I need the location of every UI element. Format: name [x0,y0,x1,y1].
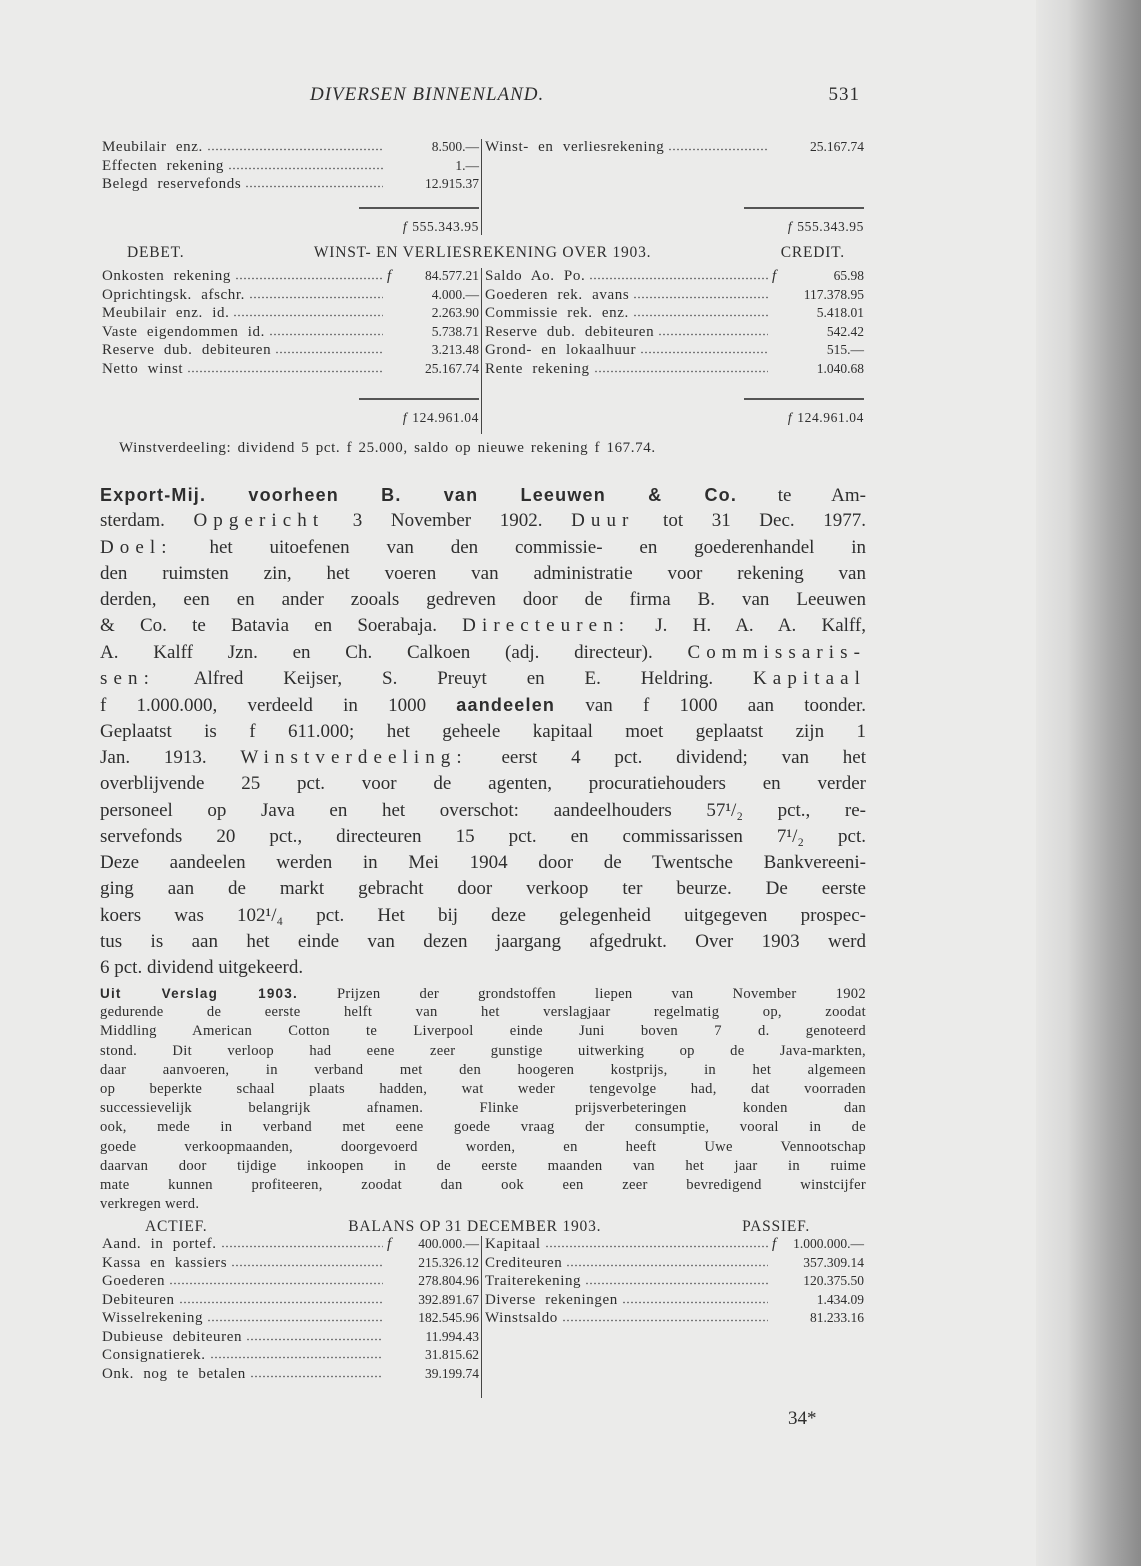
row-amount: 278.804.96 [418,1273,479,1288]
table-row [485,1255,864,1274]
row-label: Oprichtingsk. afschr. [102,286,245,303]
text-line [100,561,866,587]
text-segment: tus is aan het einde van dezen jaargang afgedrukt. Over 1903 werd [100,931,866,953]
dot-leader [169,1275,383,1285]
actief-column [102,1236,479,1384]
text-segment: Deze aandeelen werden in Mei 1904 door de Twentsche Bankvereeni- [100,852,866,874]
text-line [100,903,866,929]
row-amount: 117.378.95 [803,286,864,302]
table-row [485,1292,864,1311]
row-amount: 515.— [826,342,864,357]
currency-symbol: f [772,1236,777,1252]
total-right [744,207,864,235]
dot-leader [179,1294,383,1304]
text-segment: mate kunnen profiteeren, zoodat dan ook een zeer bevredigend winstcijfer [100,1176,866,1193]
text-line [100,1080,866,1099]
text-segment: daarvan door tijdige inkoopen in de eerste maanden van het jaar in ruime [100,1157,866,1174]
row-amount: 25.167.74 [425,360,479,376]
table-row [102,305,479,324]
dot-leader [594,363,768,373]
text-segment: Geplaatst is f 611.000; het geheele kapitaal moet geplaatst zijn 1 [100,720,866,742]
text-segment: J. H. A. A. Kalff, [630,615,866,637]
row-amount: 81.233.16 [810,1310,864,1325]
text-segment: den ruimsten zin, het voeren van administratie voor rekening van [100,562,866,584]
row-label: Winstsaldo [485,1310,558,1326]
row-amount: 120.375.50 [803,1273,864,1288]
actief-label: ACTIEF. [145,1218,208,1235]
total-left [359,398,479,426]
row-label: Meubilair enz. [102,139,203,155]
dot-leader [221,1238,383,1248]
table-row [102,139,479,158]
table-row [102,324,479,343]
dot-leader [245,178,383,188]
text-segment: successievelijk belangrijk afnamen. Flinke prijsverbeteringen konden dan [100,1100,866,1117]
row-label: Dubieuse debiteuren [102,1328,243,1345]
spaced-keyword: Winstverdeeling: [240,746,468,768]
column-divider [481,268,482,434]
row-amount: 1.434.09 [816,1291,864,1307]
table-row [102,1236,479,1255]
row-label: Rente rekening [485,360,590,377]
text-line [100,798,866,824]
row-label: Effecten rekening [102,157,224,174]
total-amount: 124.961.04 [797,410,864,425]
currency-symbol: f [787,410,793,425]
spaced-keyword: Doel: [100,536,173,558]
dot-leader [585,1275,768,1285]
text-line [100,692,866,718]
table-row [102,268,479,287]
text-line [100,771,866,797]
table-row [102,176,479,195]
table-row [485,1236,864,1255]
row-label: Goederen rek. avans [485,286,630,303]
row-label: Reserve dub. debiteuren [485,323,655,340]
currency-symbol: f [402,219,408,234]
row-amount: 65.98 [833,268,864,283]
spaced-keyword: sen: [100,668,155,690]
table-row [102,1273,479,1292]
text-line [100,535,866,561]
dot-leader [640,344,768,354]
dot-leader [275,344,383,354]
text-segment: stond. Dit verloop had eene zeer gunstige uitwerking op de Java-markten, [100,1042,866,1059]
dot-leader [545,1238,768,1248]
text-line [100,824,866,850]
dot-leader [668,141,768,151]
row-amount: 5.738.71 [431,323,479,339]
currency-symbol: f [387,1236,392,1252]
credit-label: CREDIT. [780,244,845,261]
row-label: Belegd reservefonds [102,176,242,192]
table-row [485,1273,864,1292]
text-segment: 6 pct. dividend uitgekeerd. [100,957,304,979]
text-line [100,1118,866,1137]
dot-leader [658,326,768,336]
page-header-title: DIVERSEN BINNENLAND. [310,84,545,105]
text-line [100,984,866,1003]
profit-loss-table [102,268,864,438]
row-label: Crediteuren [485,1254,563,1271]
text-segment: sterdam. [100,510,194,532]
text-line [100,955,866,981]
pl-table-heading [127,244,845,262]
text-segment: tot 31 Dec. 1977. [634,510,866,532]
dot-leader [633,289,768,299]
dot-leader [207,141,383,151]
row-label: Traiterekening [485,1273,582,1289]
row-label: Saldo Ao. Po. [485,268,586,284]
table-row [102,1255,479,1274]
text-line [100,719,866,745]
text-line [100,1003,866,1022]
text-line [100,1042,866,1061]
table-row [102,158,479,177]
text-segment: ging aan de markt gebracht door verkoop ter beurze. De eerste [100,878,866,900]
text-line [100,640,866,666]
text-segment: verkregen werd. [100,1196,200,1213]
table-row [102,1366,479,1385]
table-row [102,342,479,361]
dot-leader [249,289,383,299]
bold-heading-text: Export-Mij. voorheen B. van Leeuwen & Co. [100,485,738,505]
row-amount: 400.000.— [418,1236,479,1251]
row-amount: 3.213.48 [431,342,479,357]
balance-table-continued [102,139,864,239]
text-segment: het uitoefenen van den commissie- en goederenhandel in [172,536,866,558]
dividend-note: Winstverdeeling: dividend 5 pct. f 25.000, saldo op nieuwe rekening f 167.74. [119,440,656,456]
text-segment: Middling American Cotton te Liverpool einde Juni boven 7 d. genoteerd [100,1023,866,1040]
spaced-keyword: Opgericht [193,510,325,532]
row-label: Meubilair enz. id. [102,305,230,321]
table-row [102,1329,479,1348]
dot-leader [269,326,383,336]
row-label: Reserve dub. debiteuren [102,342,272,358]
table-row [485,268,864,287]
dot-leader [231,1257,383,1267]
dot-leader [210,1349,383,1359]
row-amount: 25.167.74 [810,139,864,154]
text-segment: van f 1000 aan toonder. [555,695,866,717]
total-amount: 124.961.04 [412,410,479,425]
row-label: Aand. in portef. [102,1236,217,1252]
text-line [100,1138,866,1157]
signature-mark: 34* [788,1408,817,1429]
text-segment: derden, een en ander zooals gedreven door de firma B. van Leeuwen [100,589,866,611]
dot-leader [228,160,383,170]
row-label: Kapitaal [485,1236,541,1252]
row-amount: 1.000.000.— [793,1236,864,1251]
text-segment: op beperkte schaal plaats hadden, wat weder tengevolge had, dat voorraden [100,1080,866,1097]
text-segment: f 1.000.000, verdeeld in 1000 [100,695,457,717]
credit-column [485,268,864,379]
text-segment: daar aanvoeren, in verband met den hoogeren kostprijs, in het algemeen [100,1061,866,1078]
debit-column [102,268,479,379]
row-amount: 11.994.43 [425,1328,479,1344]
table-row [485,287,864,306]
table-title: BALANS OP 31 DECEMBER 1903. [348,1218,602,1235]
table-row [485,342,864,361]
row-amount: 392.891.67 [418,1291,479,1307]
column-divider [481,139,482,235]
total-amount: 555.343.95 [797,219,864,234]
text-line [100,1176,866,1195]
bold-heading-text: aandeelen [456,695,556,716]
text-segment: koers was 102¹/₄ pct. Het bij deze gelegenheid uitgegeven prospec- [100,904,866,926]
annual-report-excerpt [100,984,866,1214]
currency-symbol: f [402,410,408,425]
table-row [485,139,864,158]
page-number: 531 [828,84,860,105]
dot-leader [633,307,768,317]
table-row [485,361,864,380]
dot-leader [235,270,383,280]
row-label: Onk. nog te betalen [102,1365,246,1382]
balance-table-heading [145,1218,810,1236]
spaced-keyword: Commissaris- [687,641,866,663]
row-label: Vaste eigendommen id. [102,323,265,340]
text-line [100,508,866,534]
text-segment: A. Kalff Jzn. en Ch. Calkoen (adj. directeur). [100,641,688,663]
text-segment: Jan. 1913. [100,746,241,768]
total-left [359,207,479,235]
row-label: Diverse rekeningen [485,1291,618,1308]
table-row [102,1310,479,1329]
dot-leader [207,1312,383,1322]
text-segment: ook, mede in verband met eene goede vraag der consumptie, vooral in de [100,1119,866,1136]
row-amount: 4.000.— [431,286,479,302]
right-column [485,139,864,158]
spaced-keyword: Directeuren: [462,615,631,637]
table-title: WINST- EN VERLIESREKENING OVER 1903. [313,244,652,261]
table-row [485,324,864,343]
left-column [102,139,479,195]
text-line [100,1099,866,1118]
row-label: Kassa en kassiers [102,1254,228,1271]
row-amount: 215.326.12 [418,1254,479,1270]
row-label: Onkosten rekening [102,268,231,284]
column-divider [481,1236,482,1398]
row-label: Wisselrekening [102,1310,204,1326]
text-segment: Prijzen der grondstoffen liepen van November 1902 [297,986,866,1002]
row-label: Goederen [102,1273,166,1289]
text-line [100,1061,866,1080]
text-segment: & Co. te Batavia en Soerabaja. [100,615,463,637]
currency-symbol: f [772,268,777,284]
spaced-keyword: Duur [571,510,635,532]
text-line [100,929,866,955]
running-header [100,84,865,108]
passief-column [485,1236,864,1329]
text-line [100,613,866,639]
text-line [100,876,866,902]
table-row [102,1347,479,1366]
text-line [100,850,866,876]
row-label: Grond- en lokaalhuur [485,342,637,358]
spaced-keyword: Kapitaal [753,668,866,690]
debit-label: DEBET. [127,244,185,261]
company-description [100,482,866,982]
row-amount: 39.199.74 [425,1365,479,1381]
text-segment: overblijvende 25 pct. voor de agenten, procuratiehouders en verder [100,773,866,795]
text-segment: te Am- [737,485,866,506]
balance-sheet-table [102,1236,864,1401]
text-segment: 3 November 1902. [324,510,572,532]
total-right [744,398,864,426]
row-label: Commissie rek. enz. [485,305,629,321]
text-line [100,745,866,771]
text-line [100,587,866,613]
row-amount: 5.418.01 [816,305,864,320]
table-row [102,361,479,380]
bold-heading-text: Uit Verslag 1903. [100,986,298,1001]
total-amount: 555.343.95 [412,219,479,234]
row-amount: 2.263.90 [431,305,479,320]
passief-label: PASSIEF. [742,1218,810,1235]
row-amount: 542.42 [826,323,864,339]
table-row [102,1292,479,1311]
dot-leader [622,1294,768,1304]
text-segment: goede verkoopmaanden, doorgevoerd worden, en heeft Uwe Vennootschap [100,1138,866,1155]
dot-leader [589,270,768,280]
row-amount: 31.815.62 [425,1347,479,1362]
text-segment: eerst 4 pct. dividend; van het [467,746,866,768]
text-line [100,1157,866,1176]
dot-leader [246,1331,383,1341]
row-label: Winst- en verliesrekening [485,139,665,155]
dot-leader [233,307,383,317]
row-amount: 12.915.37 [425,176,479,191]
text-segment: servefonds 20 pct., directeuren 15 pct. en commissarissen 7¹/₂ pct. [100,825,866,847]
row-amount: 1.040.68 [816,360,864,376]
text-segment: personeel op Java en het overschot: aandeelhouders 57¹/₂ pct., re- [100,799,866,821]
row-label: Debiteuren [102,1291,175,1308]
row-amount: 182.545.96 [418,1310,479,1325]
row-label: Consignatierek. [102,1347,206,1363]
table-row [485,1310,864,1329]
row-amount: 84.577.21 [425,268,479,283]
currency-symbol: f [387,268,392,284]
row-amount: 357.309.14 [803,1254,864,1270]
row-label: Netto winst [102,360,184,377]
dot-leader [562,1312,768,1322]
text-line [100,482,866,508]
dot-leader [187,363,383,373]
table-row [485,305,864,324]
text-line [100,1195,866,1214]
table-row [102,287,479,306]
dot-leader [566,1257,768,1267]
book-binding-shadow [1036,0,1141,1566]
text-line [100,666,866,692]
text-line [100,1022,866,1041]
text-segment: gedurende de eerste helft van het verslagjaar regelmatig op, zoodat [100,1004,866,1021]
currency-symbol: f [787,219,793,234]
text-segment: Alfred Keijser, S. Preuyt en E. Heldring. [154,668,753,690]
dot-leader [250,1368,383,1378]
row-amount: 8.500.— [431,139,479,154]
row-amount: 1.— [455,157,479,173]
